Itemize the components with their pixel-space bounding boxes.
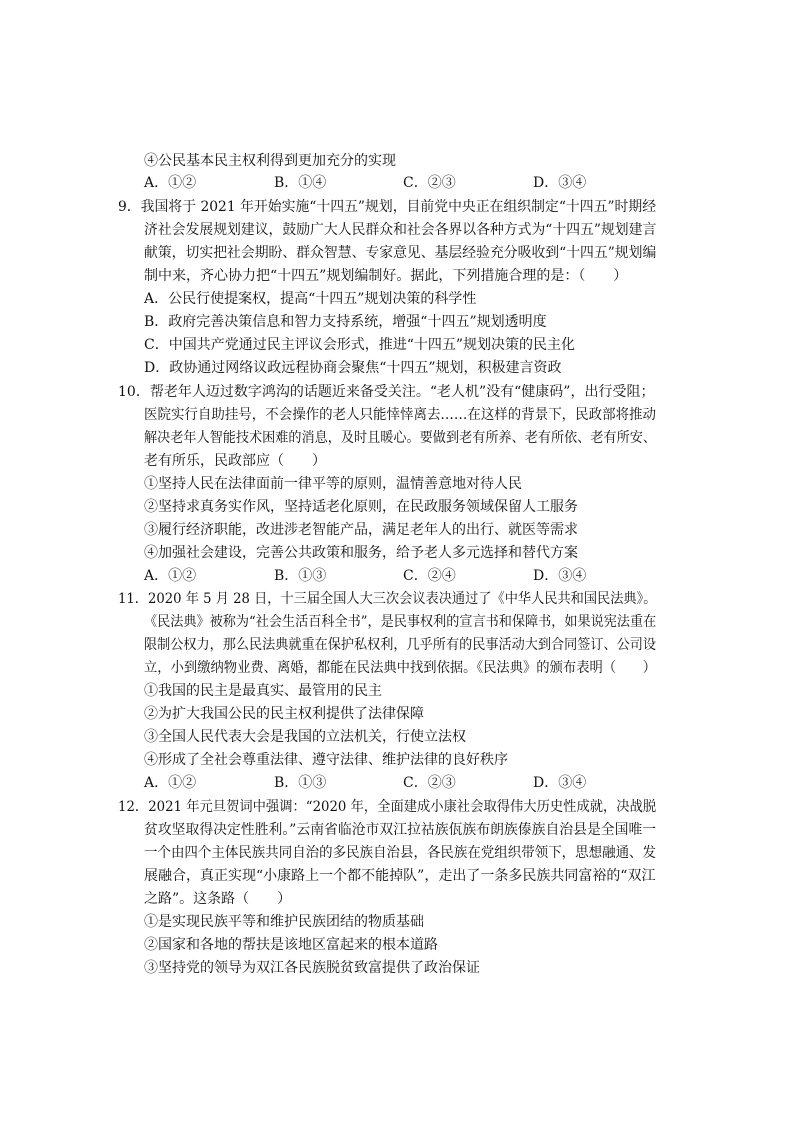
q10-choice-c: C．②④: [403, 568, 456, 584]
q10-choice-d: D．③④: [533, 568, 587, 584]
q10-statement-2: ②坚持求真务实作风，坚持适老化原则，在民政服务领域保留人工服务: [144, 499, 578, 515]
q10-stem-line: 10．帮老年人迈过数字鸿沟的话题近来备受关注。“老人机”没有“健康码”，出行受阻；: [118, 384, 655, 400]
q11-stem-line: 限制公权力，那么民法典就重在保护私权利，几乎所有的民事活动大到合同签订、公司设: [144, 637, 656, 653]
q8-choice-b: B．①④: [274, 175, 327, 191]
q10-stem-line: 解决老年人智能技术困难的消息，及时且暖心。要做到老有所养、老有所依、老有所安、: [144, 430, 656, 446]
q12-stem-line: 贫攻坚取得决定性胜利。”云南省临沧市双江拉祜族佤族布朗族傣族自治县是全国唯一: [144, 822, 657, 838]
q11-stem-line: 《民法典》被称为“社会生活百科全书”，是民事权利的宣言书和保障书，如果说宪法重在: [144, 614, 657, 630]
q12-statement-3: ③坚持党的领导为双江各民族脱贫致富提供了政治保证: [144, 960, 480, 976]
q9-stem-line: 济社会发展规划建议，鼓励广大人民群众和社会各界以各种方式为“十四五”规划建言: [144, 222, 657, 238]
q11-stem-line: 11．2020 年 5 月 28 日，十三届全国人大三次会议表决通过了《中华人民共和国民法典》。: [118, 591, 657, 607]
q12-statement-1: ①是实现民族平等和维护民族团结的物质基础: [144, 914, 424, 930]
q11-statement-4: ④形成了全社会尊重法律、遵守法律、维护法律的良好秩序: [144, 752, 508, 768]
q11-stem-line: 立，小到缴纳物业费、离婚，都能在民法典中找到依据。《民法典》的颁布表明（ ）: [144, 660, 656, 676]
q9-option-b: B．政府完善决策信息和智力支持系统，增强“十四五”规划透明度: [144, 314, 547, 330]
q10-stem-line: 老有所乐，民政部应（ ）: [144, 453, 326, 469]
q11-statement-2: ②为扩大我国公民的民主权利提供了法律保障: [144, 706, 424, 722]
q8-option-4: ④公民基本民主权利得到更加充分的实现: [144, 153, 396, 169]
q8-choice-c: C．②③: [403, 175, 456, 191]
q10-choice-b: B．①③: [274, 568, 327, 584]
q12-stem-line: 展融合，真正实现“小康路上一个都不能掉队”，走出了一条多民族共同富裕的“双江: [144, 868, 656, 884]
q9-stem-line: 献策，切实把社会期盼、群众智慧、专家意见、基层经验充分吸收到“十四五”规划编: [144, 245, 657, 261]
q11-choice-b: B．①③: [274, 775, 327, 791]
q12-statement-2: ②国家和各地的帮扶是该地区富起来的根本道路: [144, 937, 438, 953]
q9-option-c: C．中国共产党通过民主评议会形式，推进“十四五”规划决策的民主化: [144, 337, 576, 353]
q11-choice-d: D．③④: [533, 775, 587, 791]
q8-choice-a: A．①②: [144, 175, 197, 191]
q9-option-a: A．公民行使提案权，提高“十四五”规划决策的科学性: [144, 291, 477, 307]
q12-stem-line: 12．2021 年元旦贺词中强调：“2020 年，全面建成小康社会取得伟大历史性成就，决战脱: [118, 799, 657, 815]
q12-stem-line: 之路”。这条路（ ）: [144, 891, 292, 907]
q11-statement-3: ③全国人民代表大会是我国的立法机关，行使立法权: [144, 729, 466, 745]
q8-choice-d: D．③④: [533, 175, 587, 191]
q9-stem-line: 制中来，齐心协力把“十四五”规划编制好。据此，下列措施合理的是：（ ）: [144, 268, 628, 284]
q12-stem-line: 一个由四个主体民族共同自治的多民族自治县，各民族在党组织带领下，思想融通、发: [144, 845, 656, 861]
q10-statement-3: ③履行经济职能，改进涉老智能产品，满足老年人的出行、就医等需求: [144, 522, 578, 538]
q9-option-d: D．政协通过网络议政远程协商会聚焦“十四五”规划，积极建言资政: [144, 360, 562, 376]
q10-statement-4: ④加强社会建设，完善公共政策和服务，给予老人多元选择和替代方案: [144, 545, 578, 561]
q11-choice-a: A．①②: [144, 775, 197, 791]
q9-stem-line: 9．我国将于 2021 年开始实施“十四五”规划，目前党中央正在组织制定“十四五”时期经: [118, 199, 657, 215]
q10-stem-line: 医院实行自助挂号，不会操作的老人只能悻悻离去……在这样的背景下，民政部将推动: [144, 407, 656, 423]
q11-choice-c: C．②③: [403, 775, 456, 791]
q10-choice-a: A．①②: [144, 568, 197, 584]
q11-statement-1: ①我国的民主是最真实、最管用的民主: [144, 683, 382, 699]
q10-statement-1: ①坚持人民在法律面前一律平等的原则，温情善意地对待人民: [144, 476, 522, 492]
